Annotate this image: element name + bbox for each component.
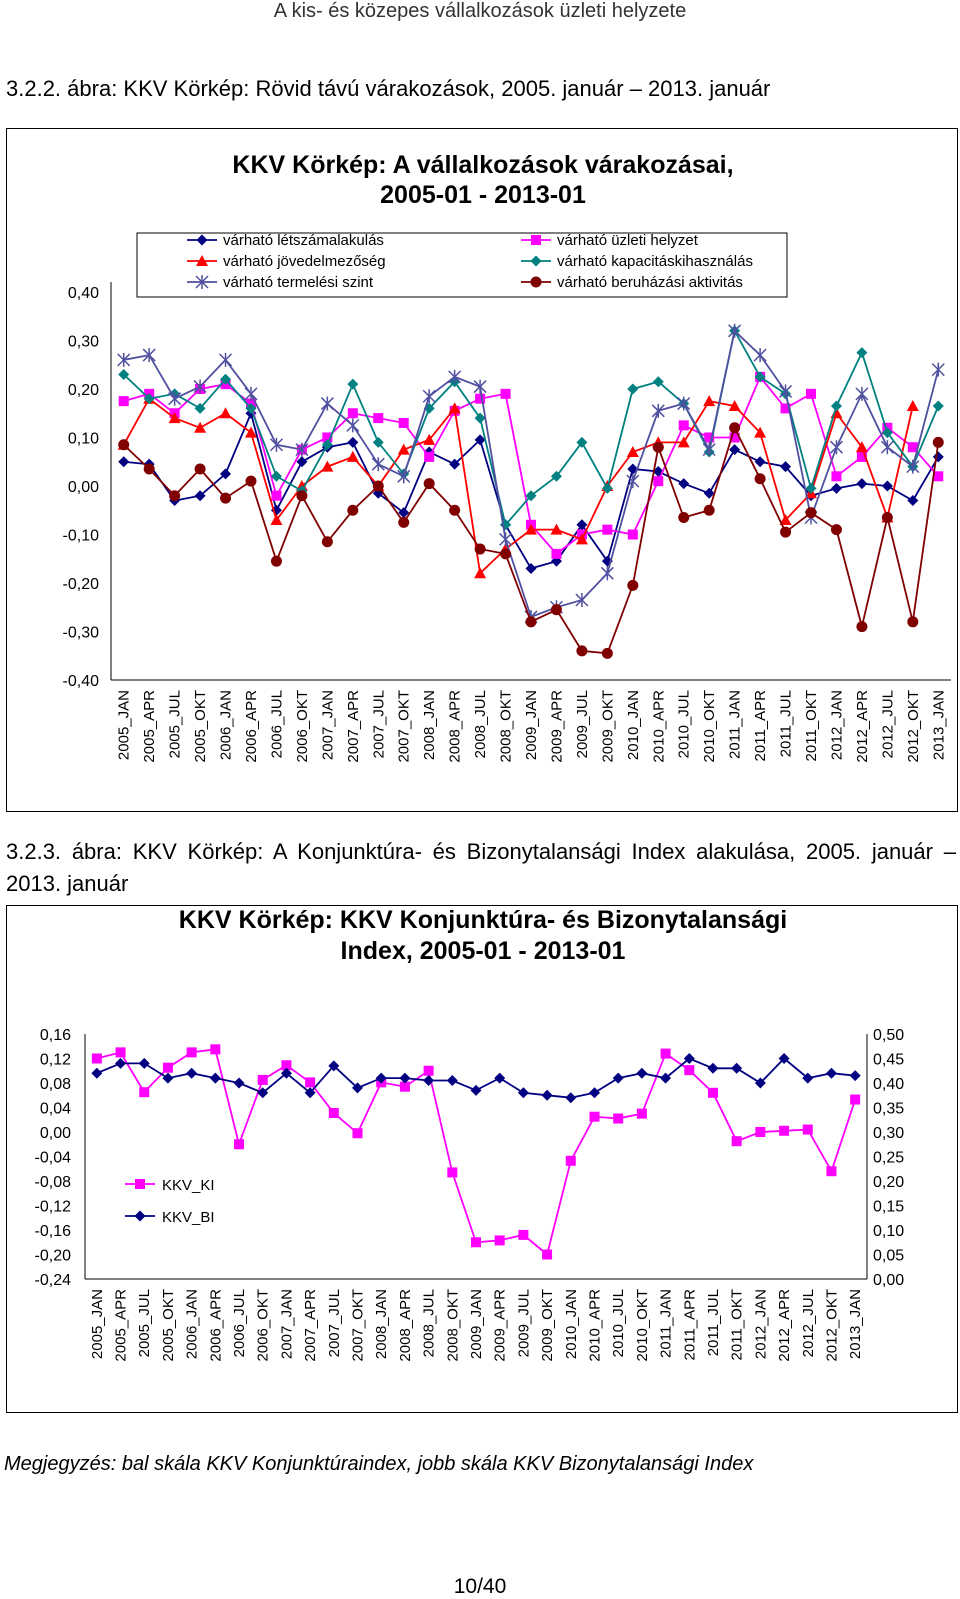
data-point <box>116 1047 126 1057</box>
data-point <box>707 1063 718 1074</box>
data-point <box>194 422 206 433</box>
data-point <box>576 519 587 530</box>
data-point <box>566 1156 576 1166</box>
chart2-legend-box <box>119 1164 234 1244</box>
data-point <box>210 1073 221 1084</box>
data-point <box>703 443 715 457</box>
data-point <box>321 397 333 411</box>
x-tick-label: 2012_APR <box>776 1289 794 1362</box>
chart2-title-line2: Index, 2005-01 - 2013-01 <box>340 937 626 965</box>
data-point <box>933 451 944 462</box>
data-point <box>234 1078 245 1089</box>
data-point <box>755 1127 765 1137</box>
legend-label: KKV_BI <box>162 1209 215 1226</box>
data-point <box>907 616 918 627</box>
data-point <box>119 396 129 406</box>
data-point <box>139 1058 150 1069</box>
left-y-tick-label: 0,16 <box>39 1027 71 1044</box>
x-tick-label: 2009_OKT <box>599 690 617 763</box>
data-point <box>373 481 384 492</box>
data-point <box>826 1166 836 1176</box>
data-point <box>220 353 232 367</box>
data-point <box>907 495 918 506</box>
data-point <box>856 478 867 489</box>
data-point <box>424 478 435 489</box>
legend-label: várható beruházási aktivitás <box>557 274 743 291</box>
data-point <box>518 1087 529 1098</box>
data-point <box>551 549 561 559</box>
x-tick-label: 2012_JUL <box>799 1289 817 1358</box>
x-tick-label: 2005_JUL <box>136 1289 154 1358</box>
data-point <box>704 505 715 516</box>
expectations-chart <box>7 129 959 813</box>
data-point <box>628 530 638 540</box>
x-tick-label: 2008_APR <box>446 690 464 763</box>
data-point <box>500 532 512 546</box>
x-tick-label: 2005_JAN <box>88 1289 106 1360</box>
data-point <box>826 1068 837 1079</box>
data-point <box>729 444 740 455</box>
right-y-tick-label: 0,30 <box>873 1125 905 1142</box>
data-point <box>398 444 410 455</box>
data-point <box>589 1112 599 1122</box>
x-tick-label: 2009_JAN <box>523 690 540 761</box>
x-tick-label: 2010_APR <box>586 1289 604 1362</box>
data-point <box>803 1125 813 1135</box>
data-point <box>602 648 613 659</box>
left-y-tick-label: -0,08 <box>34 1174 71 1191</box>
data-point <box>494 1073 505 1084</box>
x-tick-label: 2007_OKT <box>395 690 413 763</box>
data-point <box>347 437 358 448</box>
x-tick-label: 2012_JAN <box>828 690 846 761</box>
data-point <box>449 370 461 384</box>
legend-label: várható létszámalakulás <box>223 232 384 249</box>
data-point <box>882 481 893 492</box>
chart1-series <box>118 324 945 659</box>
x-tick-label: 2006_OKT <box>254 1289 272 1362</box>
data-point <box>678 512 689 523</box>
x-tick-label: 2011_JUL <box>777 690 795 758</box>
data-point <box>423 389 435 403</box>
right-y-tick-label: 0,20 <box>873 1174 905 1191</box>
data-point <box>627 446 639 457</box>
data-point <box>754 348 766 362</box>
data-point <box>601 566 613 580</box>
data-point <box>139 1087 149 1097</box>
data-point <box>679 420 689 430</box>
y-tick-label: 0,20 <box>67 382 99 399</box>
data-point <box>234 1139 244 1149</box>
chart1-title-line1: KKV Körkép: A vállalkozások várakozásai, <box>232 151 734 179</box>
chart2-x-axis-labels <box>89 1289 864 1362</box>
chart-frame-index <box>6 905 958 1413</box>
x-tick-label: 2007_OKT <box>349 1289 367 1362</box>
legend-label: várható kapacitáskihasználás <box>557 253 753 270</box>
data-point <box>831 400 842 411</box>
x-tick-label: 2010_JUL <box>675 690 693 759</box>
data-point <box>933 437 944 448</box>
data-point <box>471 1085 482 1096</box>
data-point <box>932 363 944 377</box>
data-point <box>220 493 231 504</box>
data-point <box>732 1136 742 1146</box>
x-tick-label: 2006_JUL <box>268 690 286 759</box>
right-y-tick-label: 0,25 <box>873 1149 905 1167</box>
x-tick-label: 2008_OKT <box>497 690 515 763</box>
x-tick-label: 2007_APR <box>344 690 362 763</box>
data-point <box>755 456 766 467</box>
data-point <box>779 1126 789 1136</box>
index-chart <box>7 906 959 1414</box>
data-point <box>613 1073 624 1084</box>
data-point <box>398 469 410 483</box>
x-tick-label: 2007_JAN <box>319 690 337 761</box>
data-point <box>856 387 868 401</box>
data-point <box>373 413 383 423</box>
data-point <box>475 544 486 555</box>
x-tick-label: 2007_APR <box>302 1289 320 1362</box>
data-point <box>907 400 919 411</box>
data-point <box>518 1230 528 1240</box>
data-point <box>210 1044 220 1054</box>
data-point <box>933 400 944 411</box>
x-tick-label: 2007_JUL <box>325 1289 343 1358</box>
chart2-title-line1: KKV Körkép: KKV Konjunktúra- és Bizonytalansági <box>178 906 788 934</box>
page-number: 10/40 <box>453 1575 507 1598</box>
data-point <box>296 490 307 501</box>
series-v-rhat-termel-si-szint <box>118 324 945 624</box>
data-point <box>347 379 358 390</box>
data-point <box>162 1073 173 1084</box>
x-tick-label: 2010_JUL <box>610 1289 628 1358</box>
x-tick-label: 2007_JAN <box>278 1289 296 1360</box>
x-tick-label: 2010_JAN <box>562 1289 580 1360</box>
x-tick-label: 2011_OKT <box>803 690 820 762</box>
data-point <box>449 505 460 516</box>
data-point <box>653 442 664 453</box>
data-point <box>424 452 434 462</box>
data-point <box>708 1088 718 1098</box>
data-point <box>551 604 562 615</box>
y-tick-label: 0,10 <box>67 430 99 448</box>
right-y-tick-label: 0,35 <box>873 1100 905 1118</box>
x-tick-label: 2012_OKT <box>904 690 922 763</box>
data-point <box>447 1167 457 1177</box>
y-tick-label: 0,00 <box>67 479 99 496</box>
x-tick-label: 2012_JUL <box>879 690 897 759</box>
y-tick-label: -0,30 <box>62 624 99 642</box>
data-point <box>246 476 257 487</box>
x-tick-label: 2008_JAN <box>421 690 439 761</box>
data-point <box>495 1235 505 1245</box>
data-point <box>186 1068 197 1079</box>
x-tick-label: 2006_JAN <box>183 1289 201 1360</box>
left-y-tick-label: 0,08 <box>39 1076 71 1093</box>
running-header: A kis- és közepes vállalkozások üzleti helyzete <box>273 0 687 22</box>
x-tick-label: 2011_OKT <box>728 1289 746 1361</box>
data-point <box>271 491 281 501</box>
data-point <box>731 1063 742 1074</box>
x-tick-label: 2009_APR <box>548 690 566 763</box>
data-point <box>92 1054 102 1064</box>
left-y-tick-label: 0,04 <box>39 1100 71 1118</box>
data-point <box>542 1090 553 1101</box>
x-tick-label: 2009_APR <box>491 1289 509 1362</box>
x-tick-label: 2011_JAN <box>726 690 744 759</box>
data-point <box>636 1068 647 1079</box>
data-point <box>627 580 638 591</box>
x-tick-label: 2012_APR <box>853 690 871 763</box>
data-point <box>398 517 409 528</box>
x-tick-label: 2008_JUL <box>420 1289 438 1358</box>
x-tick-label: 2011_JAN <box>657 1289 675 1358</box>
x-tick-label: 2009_JUL <box>573 690 591 759</box>
data-point <box>653 476 663 486</box>
data-point <box>576 645 587 656</box>
x-tick-label: 2006_APR <box>243 690 260 763</box>
chart1-title-line2: 2005-01 - 2013-01 <box>380 181 586 209</box>
data-point <box>755 473 766 484</box>
x-tick-label: 2008_OKT <box>444 1289 462 1362</box>
data-point <box>447 1075 458 1086</box>
data-point <box>881 440 893 454</box>
data-point <box>195 464 206 475</box>
x-tick-label: 2008_JUL <box>472 690 490 759</box>
legend-label: várható üzleti helyzet <box>557 232 698 249</box>
data-point <box>144 464 155 475</box>
right-y-tick-label: 0,05 <box>873 1247 905 1265</box>
data-point <box>118 456 129 467</box>
legend-marker <box>531 277 542 288</box>
data-point <box>329 1108 339 1118</box>
data-point <box>163 1063 173 1073</box>
data-point <box>500 548 511 559</box>
data-point <box>322 536 333 547</box>
data-point <box>91 1068 102 1079</box>
data-point <box>542 1250 552 1260</box>
y-tick-label: -0,40 <box>62 673 99 690</box>
data-point <box>220 407 232 418</box>
data-point <box>627 384 638 395</box>
x-tick-label: 2005_JUL <box>166 690 184 759</box>
chart-frame-expectations <box>6 128 958 812</box>
x-tick-label: 2009_JAN <box>468 1289 485 1360</box>
figure-caption-1: 3.2.2. ábra: KKV Körkép: Rövid távú várakozások, 2005. január – 2013. január <box>6 76 771 101</box>
x-tick-label: 2013_JAN <box>930 690 948 761</box>
data-point <box>806 507 817 518</box>
data-point <box>589 1087 600 1098</box>
right-y-tick-label: 0,10 <box>873 1223 905 1240</box>
series-v-rhat-kapacit-skihaszn-l-s <box>118 325 944 530</box>
x-tick-label: 2010_OKT <box>701 690 719 763</box>
legend-marker <box>531 235 541 245</box>
data-point <box>703 395 715 406</box>
x-tick-label: 2006_JAN <box>217 690 235 761</box>
right-y-tick-label: 0,15 <box>873 1198 905 1216</box>
legend-marker <box>135 1179 145 1189</box>
x-tick-label: 2005_OKT <box>159 1289 177 1362</box>
data-point <box>526 616 537 627</box>
series-kkv-bi <box>91 1053 860 1103</box>
data-point <box>850 1095 860 1105</box>
left-y-tick-label: -0,12 <box>34 1198 71 1216</box>
x-tick-label: 2008_JAN <box>373 1289 391 1360</box>
x-tick-label: 2006_APR <box>207 1289 225 1362</box>
legend-label: várható jövedelmezőség <box>223 253 386 270</box>
x-tick-label: 2011_JUL <box>704 1289 722 1357</box>
data-point <box>831 483 842 494</box>
x-tick-label: 2009_OKT <box>539 1289 557 1362</box>
x-tick-label: 2009_JUL <box>515 1289 533 1358</box>
data-point <box>613 1114 623 1124</box>
data-point <box>399 418 409 428</box>
data-point <box>501 389 511 399</box>
y-tick-label: 0,30 <box>67 333 99 351</box>
data-point <box>602 525 612 535</box>
data-point <box>806 389 816 399</box>
data-point <box>169 490 180 501</box>
data-point <box>471 1237 481 1247</box>
chart1-x-axis-labels <box>116 690 948 763</box>
data-point <box>830 440 842 454</box>
figure-caption-2: 3.2.3. ábra: KKV Körkép: A Konjunktúra- és Bizonytalansági Index alakulása, 2005. január – 2013. január <box>6 839 956 896</box>
legend-label: KKV_KI <box>162 1177 215 1194</box>
data-point <box>780 527 791 538</box>
legend-label: várható termelési szint <box>223 274 374 291</box>
data-point <box>856 347 867 358</box>
left-y-tick-label: -0,04 <box>34 1149 71 1167</box>
data-point <box>372 457 384 471</box>
left-y-tick-label: 0,12 <box>39 1051 71 1069</box>
data-point <box>661 1049 671 1059</box>
chart1-y-axis-labels <box>63 285 100 690</box>
y-tick-label: 0,40 <box>67 285 99 302</box>
data-point <box>831 471 841 481</box>
data-point <box>526 563 537 574</box>
x-tick-label: 2013_JAN <box>847 1289 865 1360</box>
right-y-tick-label: 0,00 <box>873 1272 905 1289</box>
data-point <box>169 392 181 406</box>
right-y-tick-label: 0,50 <box>873 1027 905 1044</box>
data-point <box>678 478 689 489</box>
x-tick-label: 2010_JAN <box>624 690 642 761</box>
data-point <box>637 1109 647 1119</box>
x-tick-label: 2007_JUL <box>370 690 388 759</box>
x-tick-label: 2006_JUL <box>231 1289 249 1358</box>
data-point <box>850 1070 861 1081</box>
data-point <box>258 1075 268 1085</box>
data-point <box>348 408 358 418</box>
data-point <box>882 512 893 523</box>
data-point <box>347 505 358 516</box>
x-tick-label: 2008_APR <box>396 1289 414 1362</box>
data-point <box>271 556 282 567</box>
data-point <box>576 593 588 607</box>
data-point <box>424 1066 434 1076</box>
x-tick-label: 2012_OKT <box>823 1289 841 1362</box>
right-y-tick-label: 0,40 <box>873 1076 905 1093</box>
data-point <box>118 439 129 450</box>
left-y-tick-label: -0,16 <box>34 1223 71 1240</box>
data-point <box>856 621 867 632</box>
x-tick-label: 2011_APR <box>681 1289 699 1361</box>
y-tick-label: -0,10 <box>62 527 99 545</box>
series-v-rhat-j-vedelmez-s-g <box>118 393 919 579</box>
data-point <box>353 1128 363 1138</box>
x-tick-label: 2005_APR <box>112 1289 130 1362</box>
data-point <box>831 524 842 535</box>
x-tick-label: 2011_APR <box>752 690 770 762</box>
data-point <box>684 1065 694 1075</box>
x-tick-label: 2005_APR <box>141 690 159 763</box>
data-point <box>187 1047 197 1057</box>
x-tick-label: 2010_OKT <box>633 1289 651 1362</box>
data-point <box>305 1077 315 1087</box>
data-point <box>321 461 333 472</box>
data-point <box>652 404 664 418</box>
data-point <box>347 418 359 432</box>
x-tick-label: 2005_JAN <box>115 690 133 761</box>
x-tick-label: 2010_APR <box>650 690 668 763</box>
y-tick-label: -0,20 <box>62 576 99 593</box>
data-point <box>565 1092 576 1103</box>
x-tick-label: 2012_JAN <box>752 1289 770 1360</box>
chart-note: Megjegyzés: bal skála KKV Konjunktúraindex, jobb skála KKV Bizonytalansági Index <box>4 1453 754 1475</box>
data-point <box>729 422 740 433</box>
right-y-tick-label: 0,45 <box>873 1051 905 1069</box>
data-point <box>245 387 257 401</box>
x-tick-label: 2005_OKT <box>192 690 210 763</box>
x-tick-label: 2006_OKT <box>293 690 311 763</box>
left-y-tick-label: 0,00 <box>39 1125 71 1142</box>
left-y-tick-label: -0,24 <box>34 1272 71 1289</box>
left-y-tick-label: -0,20 <box>34 1247 71 1265</box>
data-point <box>474 380 486 394</box>
